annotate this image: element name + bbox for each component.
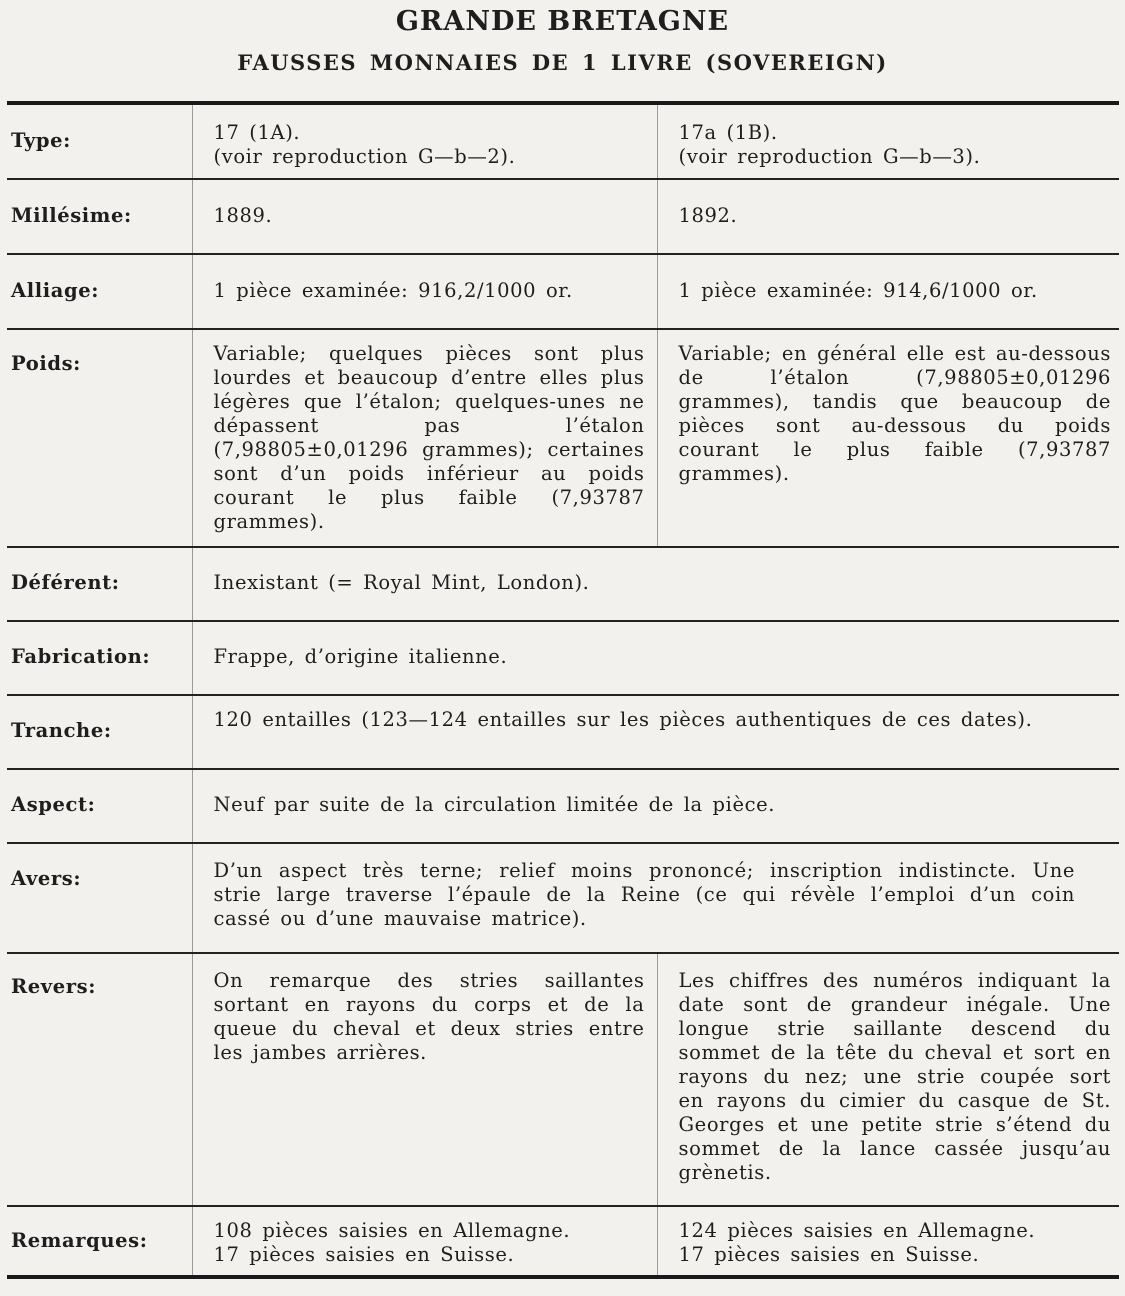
cell-col1 — [192, 329, 657, 547]
cell-text: Inexistant (= Royal Mint, London). — [213, 571, 590, 594]
cell-text: Neuf par suite de la circulation limitée de la pièce. — [213, 793, 776, 816]
row-label-text: Aspect: — [11, 793, 96, 816]
cell-text: 1 pièce examinée: 914,6/1000 or. — [678, 279, 1038, 302]
cell-col2 — [657, 953, 1119, 1206]
cell-text: 108 pièces saisies en Allemagne. 17 pièces saisies en Suisse. — [213, 1219, 571, 1266]
page-title: GRANDE BRETAGNE — [395, 6, 730, 37]
row-avers — [7, 843, 1119, 953]
row-label-text: Type: — [11, 129, 71, 152]
cell-col1 — [192, 103, 657, 179]
row-aspect — [7, 769, 1119, 843]
row-revers — [7, 953, 1119, 1206]
row-label-text: Poids: — [11, 352, 81, 375]
row-label-text: Revers: — [11, 975, 96, 998]
row-label — [7, 254, 192, 329]
cell-col2 — [657, 179, 1119, 254]
cell-span — [192, 621, 1119, 695]
row-fabrication — [7, 621, 1119, 695]
row-deferent — [7, 547, 1119, 621]
row-poids — [7, 329, 1119, 547]
cell-span — [192, 547, 1119, 621]
cell-text: Frappe, d’origine italienne. — [213, 645, 508, 668]
row-label — [7, 103, 192, 179]
cell-text: 1892. — [678, 204, 738, 227]
cell-span — [192, 843, 1119, 953]
cell-col2 — [657, 254, 1119, 329]
row-millesime — [7, 179, 1119, 254]
specification-table — [7, 101, 1119, 1279]
row-label — [7, 547, 192, 621]
row-label-text: Millésime: — [11, 204, 132, 227]
row-label — [7, 329, 192, 547]
row-tranche — [7, 695, 1119, 769]
cell-text: 124 pièces saisies en Allemagne. 17 pièces saisies en Suisse. — [678, 1219, 1036, 1266]
cell-text: 1 pièce examinée: 916,2/1000 or. — [213, 279, 573, 302]
row-label — [7, 695, 192, 769]
cell-span — [192, 695, 1119, 769]
cell-text: Variable; quelques pièces sont plus lourdes et beaucoup d’entre elles plus légères que l’étalon; quelques-unes ne dépassent pas l’étalon (7,98805±0,01296 grammes); certaines sont d’un poids inférieur au poids courant le plus faible (7,93787 grammes). — [213, 342, 645, 533]
row-label-text: Déférent: — [11, 571, 120, 594]
row-label — [7, 621, 192, 695]
cell-col1 — [192, 179, 657, 254]
row-label-text: Fabrication: — [11, 645, 151, 668]
page-subtitle: FAUSSES MONNAIES DE 1 LIVRE (SOVEREIGN) — [237, 50, 888, 75]
cell-col1 — [192, 1206, 657, 1277]
cell-text: Variable; en général elle est au-dessous de l’étalon (7,98805±0,01296 grammes), tandis que beaucoup de pièces sont au-dessous du poids courant le plus faible (7,93787 grammes). — [678, 342, 1111, 485]
cell-col2 — [657, 1206, 1119, 1277]
cell-text: Les chiffres des numéros indiquant la date sont de grandeur inégale. Une longue strie saillante descend du sommet de la tête du cheval et sort en rayons du nez; une strie coupée sort en rayons du cimier du casque de St. Georges et une petite strie s’étend du sommet de la lance cassée jusqu’au grènetis. — [678, 969, 1111, 1184]
row-label-text: Remarques: — [11, 1229, 148, 1252]
row-type — [7, 103, 1119, 179]
row-label — [7, 843, 192, 953]
cell-text: D’un aspect très terne; relief moins prononcé; inscription indistincte. Une strie large traverse l’épaule de la Reine (ce qui révèle l’emploi d’un coin cassé ou d’une mauvaise matrice). — [213, 859, 1075, 930]
row-label — [7, 179, 192, 254]
cell-text: 17 (1A). (voir reproduction G—b—2). — [213, 121, 516, 168]
row-alliage — [7, 254, 1119, 329]
row-label — [7, 1206, 192, 1277]
cell-col2 — [657, 329, 1119, 547]
row-label — [7, 769, 192, 843]
row-label-text: Avers: — [11, 867, 82, 890]
cell-col1 — [192, 953, 657, 1206]
cell-col1 — [192, 254, 657, 329]
cell-text: 17a (1B). (voir reproduction G—b—3). — [678, 121, 981, 168]
cell-text: 120 entailles (123—124 entailles sur les pièces authentiques de ces dates). — [213, 708, 1033, 731]
row-label — [7, 953, 192, 1206]
row-label-text: Tranche: — [11, 719, 112, 742]
cell-span — [192, 769, 1119, 843]
cell-col2 — [657, 103, 1119, 179]
row-remarques — [7, 1206, 1119, 1277]
cell-text: On remarque des stries saillantes sortant en rayons du corps et de la queue du cheval et deux stries entre les jambes arrières. — [213, 969, 645, 1064]
row-label-text: Alliage: — [11, 279, 100, 302]
cell-text: 1889. — [213, 204, 273, 227]
